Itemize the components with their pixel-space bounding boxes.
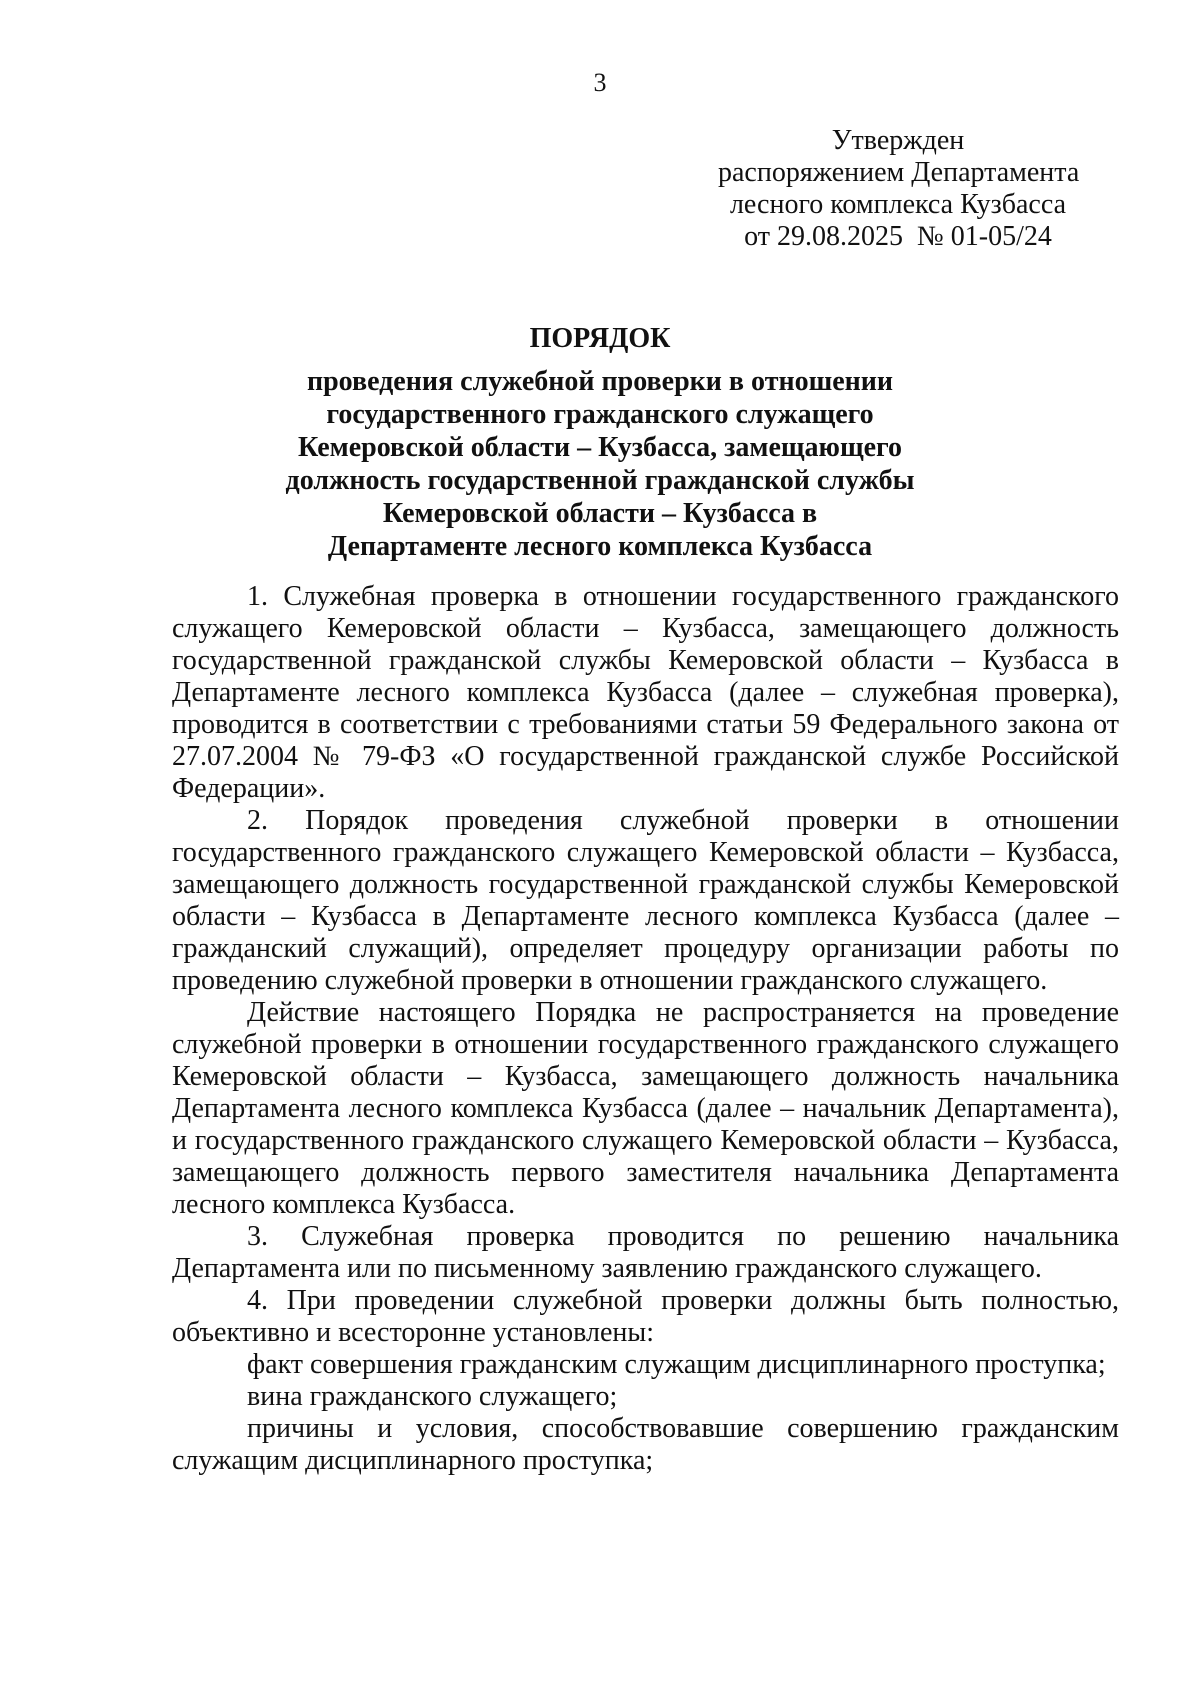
approval-line: лесного комплекса Кузбасса (729, 189, 1067, 220)
document-body (172, 581, 1119, 1477)
approval-stamp (718, 125, 1078, 253)
subtitle-line: Кемеровской области – Кузбасса в (382, 498, 818, 529)
list-item: вина гражданского служащего; (247, 1381, 618, 1412)
document-title-block (150, 322, 1050, 563)
paragraph-2-exception: Действие настоящего Порядка не распространяется на проведение служебной проверки в отношении государственного гражданского служащего Кемеровской области – Кузбасса, замещающего должность начальника Департамента лесного комплекса Кузбасса (далее – начальник Департамента), и государственного гражданского служащего Кемеровской области – Кузбасса, замещающего должность первого заместителя начальника Департамента лесного комплекса Кузбасса. (172, 997, 1119, 1220)
subtitle-line: должность государственной гражданской службы (285, 465, 915, 496)
document-title: ПОРЯДОК (529, 323, 671, 354)
paragraph-2: 2. Порядок проведения служебной проверки в отношении государственного гражданского служащего Кемеровской области – Кузбасса, замещающего должность государственной гражданской службы Кемеровской области – Кузбасса в Департаменте лесного комплекса Кузбасса (далее – гражданский служащий), определяет процедуру организации работы по проведению служебной проверки в отношении гражданского служащего. (172, 805, 1119, 996)
paragraph-1: 1. Служебная проверка в отношении государственного гражданского служащего Кемеровской области – Кузбасса, замещающего должность государственной гражданской службы Кемеровской области – Кузбасса в Департаменте лесного комплекса Кузбасса (далее – служебная проверка), проводится в соответствии с требованиями статьи 59 Федерального закона от 27.07.2004 № 79-ФЗ «О государственной гражданской службе Российской Федерации». (172, 581, 1119, 804)
page-number: 3 (593, 68, 607, 97)
subtitle-line: проведения служебной проверки в отношении (306, 366, 894, 397)
paragraph-4: 4. При проведении служебной проверки должны быть полностью, объективно и всесторонне установлены: (172, 1285, 1119, 1348)
paragraph-3: 3. Служебная проверка проводится по решению начальника Департамента или по письменному заявлению гражданского служащего. (172, 1221, 1119, 1284)
subtitle-line: государственного гражданского служащего (326, 399, 874, 430)
subtitle-line: Департаменте лесного комплекса Кузбасса (327, 531, 873, 562)
subtitle-line: Кемеровской области – Кузбасса, замещающего (297, 432, 903, 463)
approval-line: от 29.08.2025 № 01-05/24 (744, 221, 1052, 252)
list-item: факт совершения гражданским служащим дисциплинарного проступка; (247, 1349, 1106, 1380)
approval-line: распоряжением Департамента (718, 157, 1080, 188)
approval-line: Утвержден (831, 125, 965, 156)
list-item: причины и условия, способствовавшие совершению гражданским служащим дисциплинарного проступка; (172, 1413, 1119, 1476)
